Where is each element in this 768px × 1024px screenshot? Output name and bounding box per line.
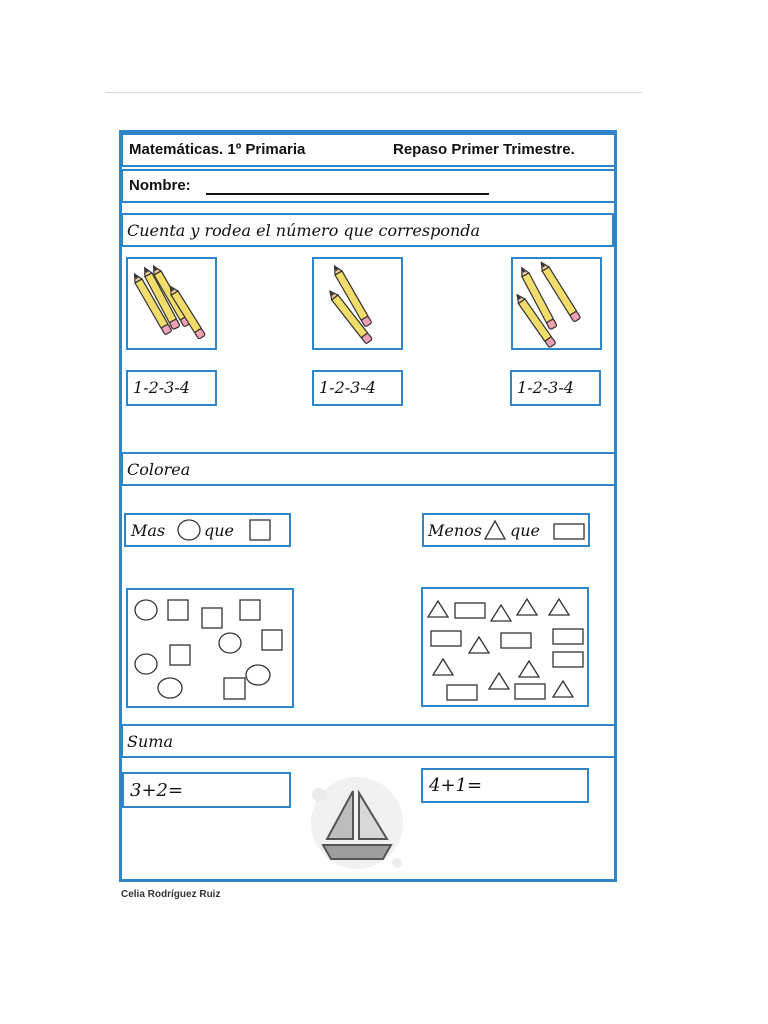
- shape-circle[interactable]: [246, 665, 270, 685]
- circle-icon: [176, 517, 206, 547]
- worksheet-title: Repaso Primer Trimestre.: [393, 141, 575, 158]
- rectangle-icon: [552, 519, 592, 549]
- name-label: Nombre:: [129, 177, 191, 194]
- shape-rectangle[interactable]: [455, 603, 485, 618]
- number-options-text: 1-2-3-4: [319, 378, 376, 397]
- shape-square[interactable]: [262, 630, 282, 650]
- shape-triangle[interactable]: [469, 637, 489, 653]
- instruction-sum-text: Suma: [127, 732, 173, 751]
- shape-circle[interactable]: [219, 633, 241, 653]
- shape-rectangle[interactable]: [515, 684, 545, 699]
- rule-more-word: Mas: [131, 521, 166, 540]
- number-options-3[interactable]: [510, 370, 601, 406]
- rule-than-word: que: [510, 521, 541, 540]
- sailboat-icon: [305, 775, 415, 875]
- name-line[interactable]: [206, 193, 489, 195]
- rule-more-circles: [124, 513, 291, 547]
- shape-triangle[interactable]: [433, 659, 453, 675]
- rule-less-triangles: [422, 513, 590, 547]
- shape-circle[interactable]: [135, 600, 157, 620]
- subject-title: Matemáticas. 1º Primaria: [129, 141, 306, 158]
- shape-rectangle[interactable]: [447, 685, 477, 700]
- shape-triangle[interactable]: [491, 605, 511, 621]
- shape-square[interactable]: [170, 645, 190, 665]
- top-divider: [106, 92, 642, 93]
- sum-expression: 4+1=: [429, 775, 483, 796]
- header-box: [121, 133, 616, 167]
- sum-expression: 3+2=: [130, 780, 184, 801]
- shape-square[interactable]: [202, 608, 222, 628]
- shape-set: [423, 589, 587, 705]
- shape-circle[interactable]: [135, 654, 157, 674]
- shape-circle[interactable]: [158, 678, 182, 698]
- rule-than-word: que: [204, 521, 235, 540]
- instruction-count-text: Cuenta y rodea el número que corresponda: [127, 221, 481, 240]
- rule-less-word: Menos: [428, 521, 482, 540]
- sum-box-2[interactable]: [421, 768, 589, 803]
- shape-triangle[interactable]: [517, 599, 537, 615]
- name-box: [121, 169, 616, 203]
- number-options-1[interactable]: [126, 370, 217, 406]
- shape-triangle[interactable]: [428, 601, 448, 617]
- instruction-sum: [121, 724, 616, 758]
- instruction-count: [121, 213, 614, 247]
- sum-box-1[interactable]: [122, 772, 291, 808]
- shape-rectangle[interactable]: [553, 629, 583, 644]
- shapes-triangles-rectangles: [421, 587, 589, 707]
- pencils-four-icon: [128, 259, 216, 349]
- shape-triangle[interactable]: [489, 673, 509, 689]
- shape-square[interactable]: [224, 678, 245, 699]
- pencil-box-2: [312, 257, 403, 350]
- shape-set: [128, 590, 292, 706]
- shape-triangle[interactable]: [553, 681, 573, 697]
- instruction-color-text: Colorea: [127, 460, 191, 479]
- pencil-box-1: [126, 257, 217, 350]
- shapes-circles-squares: [126, 588, 294, 708]
- shape-rectangle[interactable]: [431, 631, 461, 646]
- pencils-three-icon: [513, 259, 601, 349]
- shape-triangle[interactable]: [549, 599, 569, 615]
- number-options-text: 1-2-3-4: [517, 378, 574, 397]
- shape-rectangle[interactable]: [553, 652, 583, 667]
- pencils-two-icon: [314, 259, 402, 349]
- pencil-box-3: [511, 257, 602, 350]
- author-credit: Celia Rodríguez Ruiz: [121, 889, 221, 900]
- shape-square[interactable]: [240, 600, 260, 620]
- square-icon: [248, 518, 278, 548]
- shape-triangle[interactable]: [519, 661, 539, 677]
- instruction-color: [121, 452, 616, 486]
- number-options-text: 1-2-3-4: [133, 378, 190, 397]
- number-options-2[interactable]: [312, 370, 403, 406]
- shape-rectangle[interactable]: [501, 633, 531, 648]
- shape-square[interactable]: [168, 600, 188, 620]
